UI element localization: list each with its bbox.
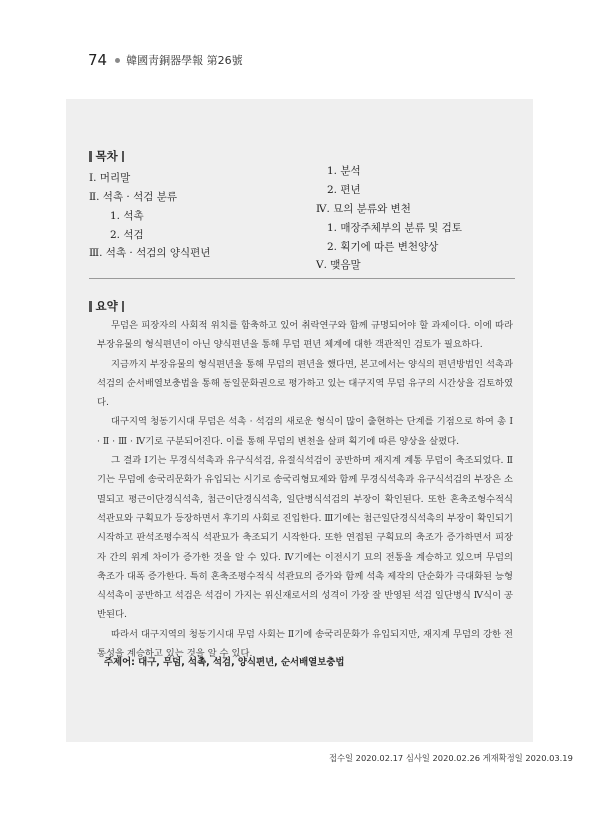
toc-item: 2. 획기에 따른 변천양상 <box>327 241 439 253</box>
page-number: 74 <box>88 51 108 69</box>
toc-item: Ⅱ. 석촉 · 석검 분류 <box>89 191 178 203</box>
toc-item: Ⅴ. 맺음말 <box>316 259 361 271</box>
toc-item: Ⅳ. 묘의 분류와 변천 <box>316 203 411 215</box>
abstract-paragraph: 지금까지 부장유물의 형식편년을 통해 무덤의 편년을 했다면, 본고에서는 양식의 편년방법인 석촉과 석검의 순서배열보충법을 통해 동일문화권으로 평가하고 있는 대구지역 무덤 유구의 시간상을 검토하였다. <box>97 358 513 409</box>
heading-bar-icon <box>89 301 92 312</box>
abstract-paragraph: 따라서 대구지역의 청동기시대 무덤 사회는 Ⅱ기에 송국리문화가 유입되지만, 재지계 무덤의 강한 전통성을 계승하고 있는 것을 알 수 있다. <box>97 628 513 660</box>
keywords: 주제어: 대구, 무덤, 석촉, 석검, 양식편년, 순서배열보충법 <box>104 657 345 668</box>
submission-dates: 접수일 2020.02.17 심사일 2020.02.26 게재확정일 2020.03.19 <box>329 753 573 763</box>
abstract-heading-text: 요약 <box>95 299 118 313</box>
abstract-heading <box>89 298 124 314</box>
heading-bar-icon <box>122 301 125 312</box>
toc-item: 2. 석검 <box>110 229 144 241</box>
heading-bar-icon <box>89 151 92 162</box>
toc-heading-text: 목차 <box>95 149 118 163</box>
toc-item: Ⅰ. 머리말 <box>89 172 131 184</box>
toc-item: 2. 편년 <box>327 184 361 196</box>
heading-bar-icon <box>122 151 125 162</box>
abstract-paragraph: 무덤은 피장자의 사회적 위치를 함축하고 있어 취락연구와 함께 규명되어야 할 과제이다. 이에 따라 부장유물의 형식편년이 아닌 양식편년을 통해 무덤 편년 체계에 대한 객관적인 검토가 필요하다. <box>97 320 513 351</box>
abstract-body <box>97 316 513 663</box>
toc-heading <box>89 148 124 164</box>
toc-item: 1. 분석 <box>327 165 361 177</box>
toc-item: 1. 매장주체부의 분류 및 검토 <box>327 222 462 234</box>
abstract-paragraph: 그 결과 Ⅰ기는 무경식석촉과 유구식석검, 유절식석검이 공반하며 재지계 계통 무덤이 축조되었다. Ⅱ기는 무덤에 송국리문화가 유입되는 시기로 송국리형묘제와 함께 무경식석촉과 유구식석검의 부장은 소멸되고 평근이단경식석촉, 첨근이단경식석촉, 일단병식석검의 부장이 확인된다. 또한 혼축조형수적식 석관묘와 구획묘가 등장하면서 후기의 사회로 진입한다. Ⅲ기에는 첨근일단경식석촉의 부장이 확인되기 시작하고 판석조평수적식 석관묘가 축조되기 시작한다. 또한 연접된 구획묘의 축조가 증가하면서 피장자 간의 위계 차이가 증가한 것을 알 수 있다. Ⅳ기에는 이전시기 묘의 전통을 계승하고 있으며 무덤의 축조가 대폭 증가한다. 특히 혼축조평수적식 석관묘의 증가와 함께 석촉 제작의 단순화가 극대화된 능형식석촉이 공반하고 석검은 석검이 가지는 위신재로서의 성격이 가장 잘 반영된 석검 일단병식 Ⅳ식이 공반된다. <box>97 455 513 621</box>
toc-item: Ⅲ. 석촉 · 석검의 양식편년 <box>89 247 211 259</box>
section-divider <box>89 278 515 279</box>
bullet-dot-icon <box>115 58 120 63</box>
journal-title: 韓國靑銅器學報 第26號 <box>126 54 243 67</box>
running-header <box>88 50 243 70</box>
toc-item: 1. 석촉 <box>110 210 144 222</box>
abstract-paragraph: 대구지역 청동기시대 무덤은 석촉 · 석검의 새로운 형식이 많이 출현하는 단계를 기점으로 하여 총 Ⅰ · Ⅱ · Ⅲ · Ⅳ기로 구분되어진다. 이를 통해 무덤의 변천을 살펴 획기에 따른 양상을 살폈다. <box>97 416 513 447</box>
